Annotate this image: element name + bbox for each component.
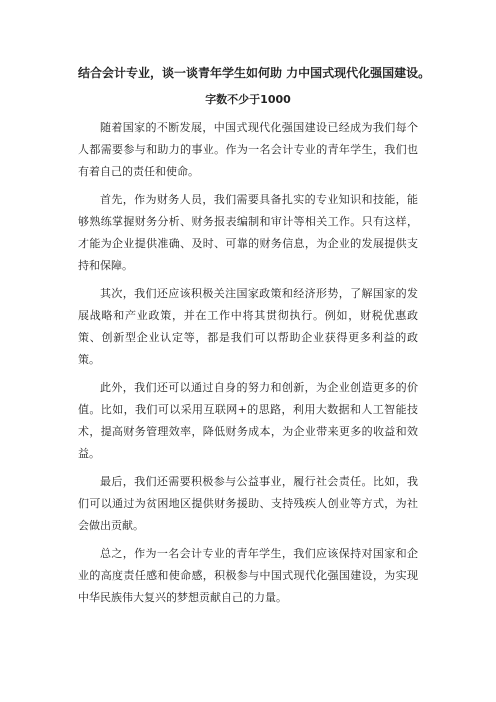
paragraph-5: 最后，我们还需要积极参与公益事业，履行社会责任。比如，我们可以通过为贫困地区提供财务援助、支持残疾人创业等方式，为社会做出贡献。 — [78, 475, 418, 532]
paragraph-4: 此外，我们还可以通过自身的努力和创新，为企业创造更多的价值。比如，我们可以采用互联网+的思路，利用大数据和人工智能技术，提高财务管理效率，降低财务成本，为企业带来更多的收益和效益。 — [78, 381, 418, 460]
document-title: 结合会计专业，谈一谈青年学生如何助 力中国式现代化强国建设。 — [78, 66, 431, 80]
paragraph-2: 首先，作为财务人员，我们需要具备扎实的专业知识和技能，能够熟练掌握财务分析、财务报表编制和审计等相关工作。只有这样，才能为企业提供准确、及时、可靠的财务信息，为企业的发展提供支持和保障。 — [78, 193, 418, 272]
document-subtitle: 字数不少于1000 — [205, 93, 291, 106]
paragraph-3: 其次，我们还应该积极关注国家政策和经济形势，了解国家的发展战略和产业政策，并在工作中将其贯彻执行。例如，财税优惠政策、创新型企业认定等，都是我们可以帮助企业获得更多利益的政策。 — [78, 287, 418, 366]
paragraph-6: 总之，作为一名会计专业的青年学生，我们应该保持对国家和企业的高度责任感和使命感，积极参与中国式现代化强国建设，为实现中华民族伟大复兴的梦想贡献自己的力量。 — [78, 547, 418, 604]
paragraph-1: 随着国家的不断发展，中国式现代化强国建设已经成为我们每个人都需要参与和助力的事业。作为一名会计专业的青年学生，我们也有着自己的责任和使命。 — [78, 121, 418, 178]
